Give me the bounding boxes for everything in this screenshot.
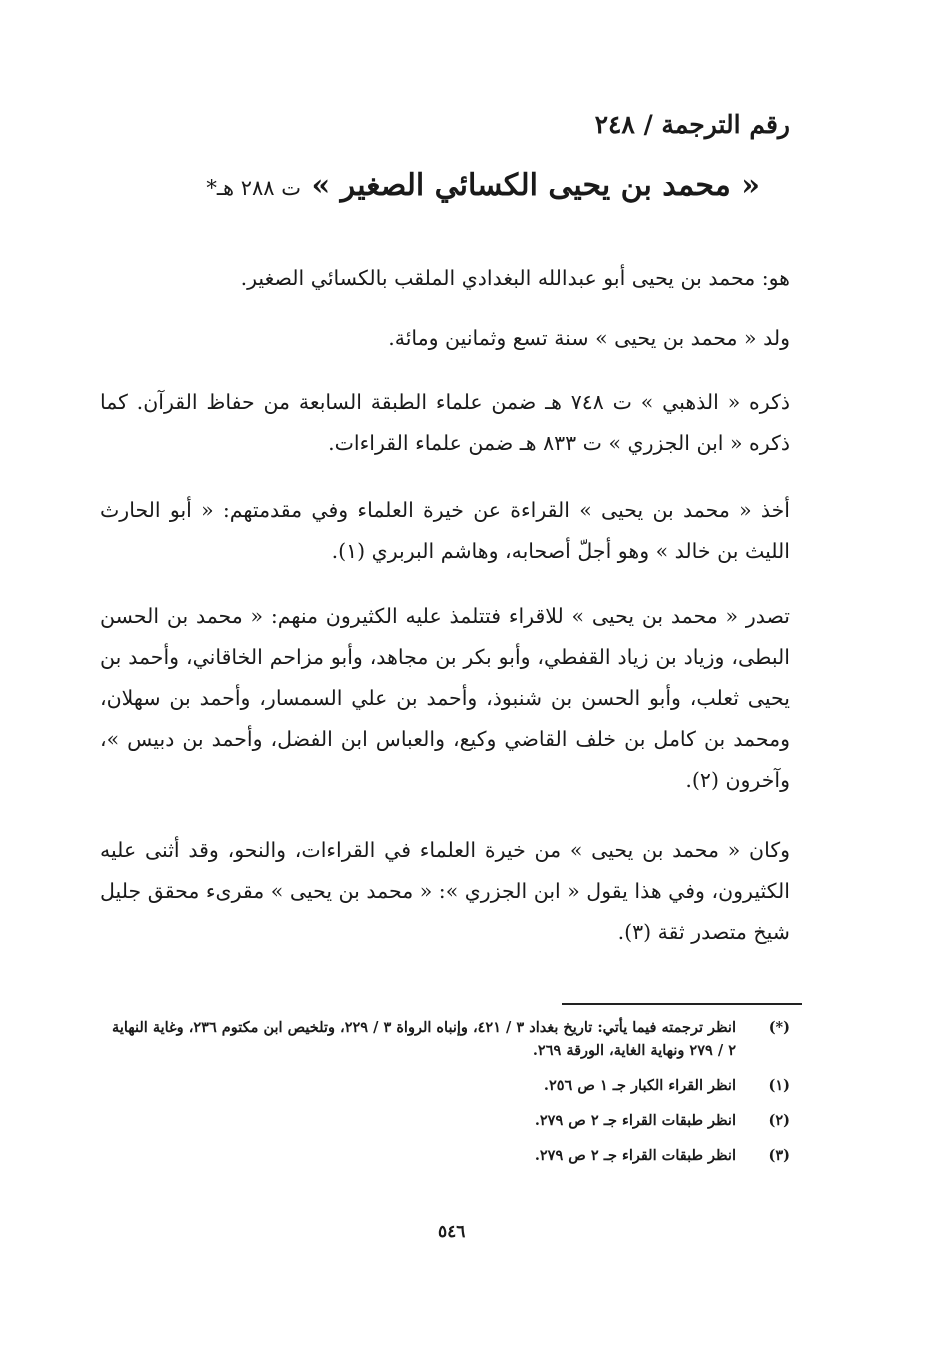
paragraph-text: ذكره « الذهبي » ت ٧٤٨ هـ ضمن علماء الطبقة السابعة من حفاظ القرآن. كما ذكره « ابن الجزري » ت ٨٣٣ هـ ضمن علماء القراءات.: [100, 390, 790, 455]
footnote-text: انظر طبقات القراء جـ ٢ ص ٢٧٩.: [534, 1147, 736, 1164]
paragraph-text: تصدر « محمد بن يحيى » للاقراء فتتلمذ عليه الكثيرون منهم: « محمد بن الحسن البطى، وزياد بن زياد القفطي، وأبو بكر بن مجاهد، وأبو مزاحم الخاقاني، وأحمد بن يحيى ثعلب، وأبو الحسن بن شنبوذ، وأحمد بن علي السمسار، وأحمد بن سهلان، ومحمد بن كامل بن خلف القاضي وكيع، والعباس ابن الفضل، وأحمد بن دبيس »، وآخرون (٢).: [100, 604, 790, 792]
biography-title: [206, 168, 760, 203]
title-name: « محمد بن يحيى الكسائي الصغير »: [311, 168, 760, 203]
footnote-item: [100, 1016, 790, 1062]
paragraph-text: وكان « محمد بن يحيى » من خيرة العلماء في القراءات، والنحو، وقد أثنى عليه الكثيرون، وفي هذا يقول « ابن الجزري »: « محمد بن يحيى » مقرىء محقق جليل شيخ متصدر ثقة (٣).: [100, 838, 790, 944]
paragraph-mentions: [100, 382, 790, 464]
footnote-text: انظر ترجمته فيما يأتي: تاريخ بغداد ٣ / ٤٢١، وإنباه الرواة ٣ / ٢٢٩، وتلخيص ابن مكتوم ٢٣٦، وغاية النهاية ٢ / ٢٧٩ ونهاية الغاية، الورقة ٢٦٩.: [112, 1019, 736, 1059]
title-death-date: ت ٢٨٨ هـ*: [206, 176, 302, 200]
footnote-text: انظر القراء الكبار جـ ١ ص ٢٥٦.: [543, 1077, 736, 1094]
paragraph-text: هو: محمد بن يحيى أبو عبدالله البغدادي الملقب بالكسائي الصغير.: [240, 266, 790, 290]
paragraph-identity: [100, 258, 790, 299]
footnote-marker: (١): [768, 1077, 790, 1094]
paragraph-text: ولد « محمد بن يحيى » سنة تسع وثمانين ومائة.: [388, 326, 790, 350]
paragraph-students: [100, 596, 790, 801]
footnote-marker: (٣): [768, 1147, 790, 1164]
paragraph-teachers: [100, 490, 790, 572]
page-number: ٥٤٦: [438, 1222, 466, 1242]
footnote-marker: (*): [768, 1019, 790, 1036]
footnote-item: [100, 1109, 790, 1132]
footnote-divider: [562, 1003, 802, 1005]
biography-number: رقم الترجمة / ٢٤٨: [594, 110, 790, 139]
paragraph-birth: [100, 318, 790, 359]
paragraph-praise: [100, 830, 790, 953]
footnote-item: [100, 1074, 790, 1097]
footnote-item: [100, 1144, 790, 1167]
footnote-marker: (٢): [768, 1112, 790, 1129]
footnotes: [100, 1016, 790, 1179]
paragraph-text: أخذ « محمد بن يحيى » القراءة عن خيرة العلماء وفي مقدمتهم: « أبو الحارث الليث بن خالد » وهو أجلّ أصحابه، وهاشم البربري (١).: [100, 498, 790, 563]
footnote-text: انظر طبقات القراء جـ ٢ ص ٢٧٩.: [534, 1112, 736, 1129]
